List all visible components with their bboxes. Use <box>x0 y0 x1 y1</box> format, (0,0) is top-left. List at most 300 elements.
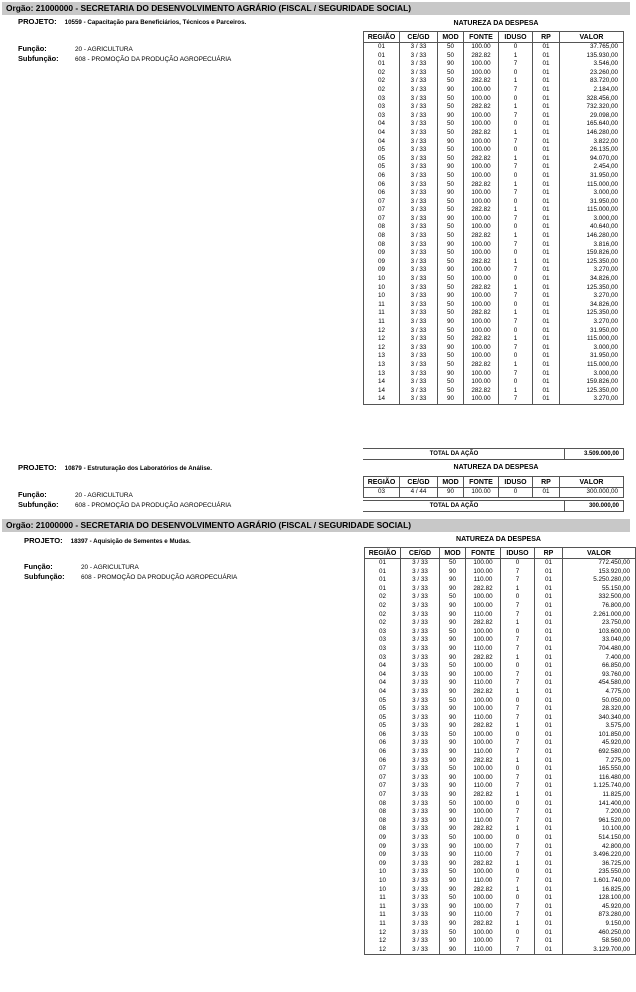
cell-rp: 01 <box>535 782 563 791</box>
cell-fonte: 282.82 <box>464 129 499 138</box>
cell-ce-gd: 3 / 33 <box>400 378 438 387</box>
cell-mod: 50 <box>438 309 464 318</box>
cell-regiao: 10 <box>365 868 401 877</box>
cell-rp: 01 <box>535 714 563 723</box>
cell-mod: 50 <box>438 232 464 241</box>
cell-regiao: 04 <box>364 138 400 147</box>
cell-fonte: 100.00 <box>464 249 499 258</box>
cell-ce-gd: 3 / 33 <box>401 611 440 620</box>
cell-ce-gd: 3 / 33 <box>401 903 440 912</box>
cell-regiao: 14 <box>364 395 400 404</box>
cell-rp: 01 <box>535 851 563 860</box>
cell-regiao: 08 <box>365 800 401 809</box>
cell-iduso: 0 <box>499 327 533 336</box>
cell-ce-gd: 3 / 33 <box>401 937 440 946</box>
cell-valor: 514.150,00 <box>563 834 636 843</box>
cell-valor: 3.270,00 <box>560 292 624 301</box>
cell-ce-gd: 3 / 33 <box>401 800 440 809</box>
table-row <box>365 559 636 568</box>
cell-mod: 90 <box>438 370 464 379</box>
cell-regiao: 03 <box>364 103 400 112</box>
cell-regiao: 01 <box>365 585 401 594</box>
cell-mod: 90 <box>440 585 466 594</box>
cell-regiao: 13 <box>364 361 400 370</box>
cell-iduso: 1 <box>499 155 533 164</box>
table-row <box>365 748 636 757</box>
cell-ce-gd: 3 / 33 <box>401 757 440 766</box>
cell-iduso: 7 <box>501 602 535 611</box>
cell-regiao: 05 <box>364 155 400 164</box>
cell-mod: 50 <box>438 249 464 258</box>
cell-ce-gd: 3 / 33 <box>401 834 440 843</box>
cell-rp: 01 <box>533 327 560 336</box>
cell-ce-gd: 3 / 33 <box>401 739 440 748</box>
cell-fonte: 110.00 <box>466 679 501 688</box>
cell-ce-gd: 3 / 33 <box>400 77 438 86</box>
cell-valor: 3.270,00 <box>560 318 624 327</box>
header-iduso: IDUSO <box>499 477 533 488</box>
cell-fonte: 100.00 <box>464 146 499 155</box>
cell-ce-gd: 3 / 33 <box>400 155 438 164</box>
cell-rp: 01 <box>535 808 563 817</box>
cell-fonte: 282.82 <box>466 825 501 834</box>
cell-ce-gd: 3 / 33 <box>401 722 440 731</box>
cell-mod: 90 <box>440 791 466 800</box>
cell-valor: 116.480,00 <box>563 774 636 783</box>
table-row <box>365 636 636 645</box>
cell-iduso: 0 <box>501 662 535 671</box>
cell-rp: 01 <box>535 697 563 706</box>
cell-valor: 3.129.700,00 <box>563 946 636 955</box>
cell-rp: 01 <box>533 198 560 207</box>
cell-valor: 1.125.740,00 <box>563 782 636 791</box>
cell-ce-gd: 3 / 33 <box>400 95 438 104</box>
cell-fonte: 282.82 <box>464 335 499 344</box>
cell-rp: 01 <box>535 593 563 602</box>
cell-fonte: 100.00 <box>466 843 501 852</box>
cell-iduso: 1 <box>499 206 533 215</box>
cell-fonte: 282.82 <box>466 585 501 594</box>
cell-rp: 01 <box>535 946 563 955</box>
cell-iduso: 7 <box>501 568 535 577</box>
cell-rp: 01 <box>533 181 560 190</box>
cell-iduso: 7 <box>501 714 535 723</box>
cell-iduso: 7 <box>499 60 533 69</box>
cell-ce-gd: 3 / 33 <box>401 576 440 585</box>
cell-iduso: 7 <box>501 843 535 852</box>
cell-iduso: 7 <box>499 163 533 172</box>
cell-valor: 115.000,00 <box>560 335 624 344</box>
cell-fonte: 282.82 <box>464 232 499 241</box>
cell-ce-gd: 3 / 33 <box>400 129 438 138</box>
cell-regiao: 07 <box>364 198 400 207</box>
cell-regiao: 02 <box>364 77 400 86</box>
cell-ce-gd: 3 / 33 <box>400 120 438 129</box>
cell-fonte: 100.00 <box>466 774 501 783</box>
cell-valor: 33.040,00 <box>563 636 636 645</box>
table-row <box>365 886 636 895</box>
cell-fonte: 282.82 <box>464 309 499 318</box>
cell-valor: 3.270,00 <box>560 266 624 275</box>
cell-regiao: 12 <box>365 937 401 946</box>
cell-valor: 873.280,00 <box>563 911 636 920</box>
table-row <box>364 292 624 301</box>
cell-ce-gd: 3 / 33 <box>401 868 440 877</box>
cell-regiao: 14 <box>364 378 400 387</box>
cell-regiao: 11 <box>365 903 401 912</box>
cell-mod: 90 <box>438 344 464 353</box>
cell-mod: 50 <box>440 628 466 637</box>
cell-iduso: 1 <box>499 335 533 344</box>
cell-valor: 45.920,00 <box>563 739 636 748</box>
cell-regiao: 02 <box>364 69 400 78</box>
table-row <box>364 335 624 344</box>
cell-rp: 01 <box>535 774 563 783</box>
cell-ce-gd: 3 / 33 <box>401 585 440 594</box>
cell-fonte: 100.00 <box>466 602 501 611</box>
cell-fonte: 100.00 <box>464 112 499 121</box>
cell-mod: 50 <box>438 69 464 78</box>
cell-iduso: 0 <box>499 352 533 361</box>
header-iduso: IDUSO <box>501 548 535 559</box>
cell-rp: 01 <box>535 671 563 680</box>
cell-rp: 01 <box>535 834 563 843</box>
cell-ce-gd: 3 / 33 <box>401 636 440 645</box>
cell-valor: 1.601.740,00 <box>563 877 636 886</box>
cell-mod: 50 <box>438 155 464 164</box>
funcao-label: Função: <box>18 44 47 53</box>
project-title <box>18 463 212 472</box>
cell-iduso: 7 <box>501 903 535 912</box>
table-row <box>364 284 624 293</box>
table-row <box>365 593 636 602</box>
cell-regiao: 06 <box>365 739 401 748</box>
cell-mod: 90 <box>440 843 466 852</box>
cell-mod: 90 <box>438 292 464 301</box>
cell-regiao: 08 <box>365 825 401 834</box>
cell-fonte: 282.82 <box>466 791 501 800</box>
cell-mod: 90 <box>438 86 464 95</box>
cell-iduso: 0 <box>501 929 535 938</box>
cell-rp: 01 <box>533 249 560 258</box>
cell-mod: 50 <box>438 352 464 361</box>
cell-regiao: 04 <box>365 671 401 680</box>
table-row <box>365 929 636 938</box>
cell-valor: 34.826,00 <box>560 301 624 310</box>
table-row <box>365 920 636 929</box>
cell-regiao: 02 <box>364 86 400 95</box>
cell-mod: 90 <box>438 112 464 121</box>
cell-fonte: 100.00 <box>464 189 499 198</box>
cell-ce-gd: 3 / 33 <box>401 654 440 663</box>
expense-table <box>363 476 624 498</box>
table-row <box>364 138 624 147</box>
cell-iduso: 0 <box>501 834 535 843</box>
cell-iduso: 1 <box>499 103 533 112</box>
cell-ce-gd: 3 / 33 <box>400 275 438 284</box>
cell-valor: 103.600,00 <box>563 628 636 637</box>
cell-iduso: 7 <box>501 911 535 920</box>
table-row <box>365 946 636 955</box>
cell-fonte: 282.82 <box>466 886 501 895</box>
cell-valor: 146.280,00 <box>560 129 624 138</box>
cell-mod: 50 <box>440 929 466 938</box>
table-row <box>365 757 636 766</box>
table-row <box>365 791 636 800</box>
header-rp: RP <box>533 32 560 43</box>
cell-rp: 01 <box>533 266 560 275</box>
cell-rp: 01 <box>535 568 563 577</box>
table-row <box>365 868 636 877</box>
cell-mod: 50 <box>440 868 466 877</box>
cell-ce-gd: 3 / 33 <box>400 181 438 190</box>
cell-mod: 90 <box>440 937 466 946</box>
cell-rp: 01 <box>533 172 560 181</box>
table-row <box>364 352 624 361</box>
cell-mod: 50 <box>438 258 464 267</box>
cell-regiao: 01 <box>365 559 401 568</box>
table-row <box>364 43 624 52</box>
cell-valor: 11.825,00 <box>563 791 636 800</box>
cell-ce-gd: 3 / 33 <box>401 714 440 723</box>
cell-mod: 50 <box>440 765 466 774</box>
cell-fonte: 100.00 <box>466 568 501 577</box>
cell-rp: 01 <box>535 722 563 731</box>
cell-valor: 45.920,00 <box>563 903 636 912</box>
cell-fonte: 100.00 <box>464 395 499 404</box>
cell-iduso: 0 <box>499 223 533 232</box>
cell-iduso: 7 <box>501 748 535 757</box>
cell-rp: 01 <box>535 602 563 611</box>
cell-ce-gd: 3 / 33 <box>400 69 438 78</box>
cell-mod: 50 <box>438 120 464 129</box>
cell-valor: 125.350,00 <box>560 309 624 318</box>
cell-rp: 01 <box>533 275 560 284</box>
funcao-label: Função: <box>24 562 53 571</box>
cell-ce-gd: 3 / 33 <box>401 559 440 568</box>
cell-iduso: 0 <box>501 894 535 903</box>
cell-ce-gd: 3 / 33 <box>401 808 440 817</box>
table-row <box>364 301 624 310</box>
project-meta <box>18 490 231 510</box>
table-row <box>365 671 636 680</box>
cell-rp: 01 <box>533 361 560 370</box>
cell-valor: 153.920,00 <box>563 568 636 577</box>
cell-mod: 90 <box>440 602 466 611</box>
cell-rp: 01 <box>533 488 560 498</box>
cell-valor: 3.546,00 <box>560 60 624 69</box>
cell-valor: 7.400,00 <box>563 654 636 663</box>
table-row <box>365 739 636 748</box>
table-row <box>365 860 636 869</box>
table-row <box>364 266 624 275</box>
cell-ce-gd: 3 / 33 <box>400 249 438 258</box>
table-row <box>365 645 636 654</box>
table-row <box>364 327 624 336</box>
cell-iduso: 0 <box>499 69 533 78</box>
table-row <box>365 654 636 663</box>
cell-valor: 3.816,00 <box>560 241 624 250</box>
cell-valor: 141.400,00 <box>563 800 636 809</box>
cell-iduso: 0 <box>499 378 533 387</box>
cell-iduso: 0 <box>501 731 535 740</box>
cell-ce-gd: 3 / 33 <box>401 645 440 654</box>
cell-iduso: 1 <box>501 722 535 731</box>
natureza-title: NATUREZA DA DESPESA <box>453 20 539 27</box>
cell-regiao: 10 <box>365 877 401 886</box>
cell-valor: 125.350,00 <box>560 284 624 293</box>
table-row <box>364 258 624 267</box>
cell-regiao: 14 <box>364 387 400 396</box>
cell-mod: 90 <box>438 395 464 404</box>
cell-ce-gd: 3 / 33 <box>401 679 440 688</box>
cell-iduso: 0 <box>499 146 533 155</box>
table-row <box>365 697 636 706</box>
cell-ce-gd: 3 / 33 <box>400 52 438 61</box>
cell-ce-gd: 3 / 33 <box>400 198 438 207</box>
cell-iduso: 7 <box>499 344 533 353</box>
cell-mod: 90 <box>438 318 464 327</box>
cell-regiao: 08 <box>364 241 400 250</box>
cell-iduso: 7 <box>499 395 533 404</box>
cell-valor: 704.480,00 <box>563 645 636 654</box>
cell-ce-gd: 3 / 33 <box>400 266 438 275</box>
table-row <box>365 765 636 774</box>
cell-valor: 23.260,00 <box>560 69 624 78</box>
cell-mod: 90 <box>440 645 466 654</box>
table-row <box>365 568 636 577</box>
cell-rp: 01 <box>533 206 560 215</box>
cell-ce-gd: 3 / 33 <box>401 688 440 697</box>
header-fonte: FONTE <box>464 477 499 488</box>
cell-iduso: 1 <box>499 77 533 86</box>
cell-rp: 01 <box>535 731 563 740</box>
cell-rp: 01 <box>533 241 560 250</box>
cell-iduso: 1 <box>501 619 535 628</box>
cell-fonte: 100.00 <box>464 43 499 52</box>
cell-regiao: 11 <box>364 309 400 318</box>
cell-iduso: 0 <box>499 198 533 207</box>
table-row <box>364 60 624 69</box>
cell-mod: 50 <box>440 662 466 671</box>
table-row <box>364 275 624 284</box>
table-row <box>365 851 636 860</box>
cell-rp: 01 <box>533 60 560 69</box>
table-row <box>364 318 624 327</box>
cell-rp: 01 <box>533 103 560 112</box>
cell-rp: 01 <box>533 86 560 95</box>
cell-regiao: 03 <box>365 628 401 637</box>
total-row <box>363 500 624 512</box>
project-title <box>18 17 246 26</box>
projeto-label: PROJETO: <box>18 463 57 472</box>
cell-ce-gd: 3 / 33 <box>401 886 440 895</box>
cell-rp: 01 <box>535 903 563 912</box>
cell-rp: 01 <box>535 705 563 714</box>
cell-fonte: 100.00 <box>464 69 499 78</box>
cell-mod: 90 <box>440 636 466 645</box>
cell-valor: 3.000,00 <box>560 344 624 353</box>
cell-ce-gd: 3 / 33 <box>401 619 440 628</box>
cell-valor: 165.640,00 <box>560 120 624 129</box>
cell-rp: 01 <box>535 843 563 852</box>
subfuncao-label: Subfunção: <box>24 572 65 581</box>
cell-valor: 3.000,00 <box>560 189 624 198</box>
table-row <box>364 77 624 86</box>
cell-valor: 2.184,00 <box>560 86 624 95</box>
cell-regiao: 05 <box>365 714 401 723</box>
cell-regiao: 06 <box>364 172 400 181</box>
table-row <box>364 206 624 215</box>
cell-ce-gd: 3 / 33 <box>401 671 440 680</box>
cell-ce-gd: 3 / 33 <box>400 370 438 379</box>
cell-rp: 01 <box>533 77 560 86</box>
table-row <box>365 585 636 594</box>
cell-ce-gd: 3 / 33 <box>401 628 440 637</box>
cell-valor: 4.775,00 <box>563 688 636 697</box>
cell-fonte: 100.00 <box>464 301 499 310</box>
cell-ce-gd: 3 / 33 <box>400 189 438 198</box>
cell-regiao: 05 <box>364 163 400 172</box>
table-row <box>365 825 636 834</box>
cell-fonte: 100.00 <box>466 929 501 938</box>
cell-rp: 01 <box>533 378 560 387</box>
cell-fonte: 100.00 <box>466 894 501 903</box>
cell-iduso: 7 <box>501 808 535 817</box>
cell-rp: 01 <box>535 877 563 886</box>
table-row <box>364 378 624 387</box>
total-value: 3.509.000,00 <box>564 449 624 459</box>
cell-valor: 36.725,00 <box>563 860 636 869</box>
cell-fonte: 100.00 <box>466 765 501 774</box>
header-mod: MOD <box>440 548 466 559</box>
orgao-header: Orgão: 21000000 - SECRETARIA DO DESENVOLVIMENTO AGRÁRIO (FISCAL / SEGURIDADE SOCIAL) <box>2 519 630 532</box>
cell-regiao: 05 <box>365 705 401 714</box>
cell-ce-gd: 3 / 33 <box>400 284 438 293</box>
table-row <box>365 679 636 688</box>
cell-regiao: 07 <box>365 774 401 783</box>
cell-valor: 101.850,00 <box>563 731 636 740</box>
cell-ce-gd: 3 / 33 <box>400 223 438 232</box>
cell-regiao: 01 <box>364 43 400 52</box>
cell-valor: 3.496.220,00 <box>563 851 636 860</box>
subfuncao-value: 608 - PROMOÇÃO DA PRODUÇÃO AGROPECUÁRIA <box>75 502 232 509</box>
cell-fonte: 282.82 <box>464 77 499 86</box>
cell-regiao: 09 <box>365 860 401 869</box>
cell-fonte: 100.00 <box>464 344 499 353</box>
cell-fonte: 100.00 <box>466 834 501 843</box>
cell-fonte: 282.82 <box>466 860 501 869</box>
cell-iduso: 7 <box>501 705 535 714</box>
cell-fonte: 282.82 <box>466 920 501 929</box>
cell-valor: 26.135,00 <box>560 146 624 155</box>
cell-valor: 3.575,00 <box>563 722 636 731</box>
cell-rp: 01 <box>535 765 563 774</box>
cell-valor: 94.070,00 <box>560 155 624 164</box>
cell-ce-gd: 3 / 33 <box>401 825 440 834</box>
cell-mod: 90 <box>440 877 466 886</box>
cell-rp: 01 <box>535 688 563 697</box>
cell-iduso: 1 <box>501 654 535 663</box>
cell-valor: 3.822,00 <box>560 138 624 147</box>
expense-table <box>363 31 624 405</box>
cell-rp: 01 <box>533 146 560 155</box>
table-row <box>364 387 624 396</box>
cell-valor: 772.450,00 <box>563 559 636 568</box>
cell-valor: 66.850,00 <box>563 662 636 671</box>
cell-mod: 90 <box>440 946 466 955</box>
cell-mod: 50 <box>438 301 464 310</box>
